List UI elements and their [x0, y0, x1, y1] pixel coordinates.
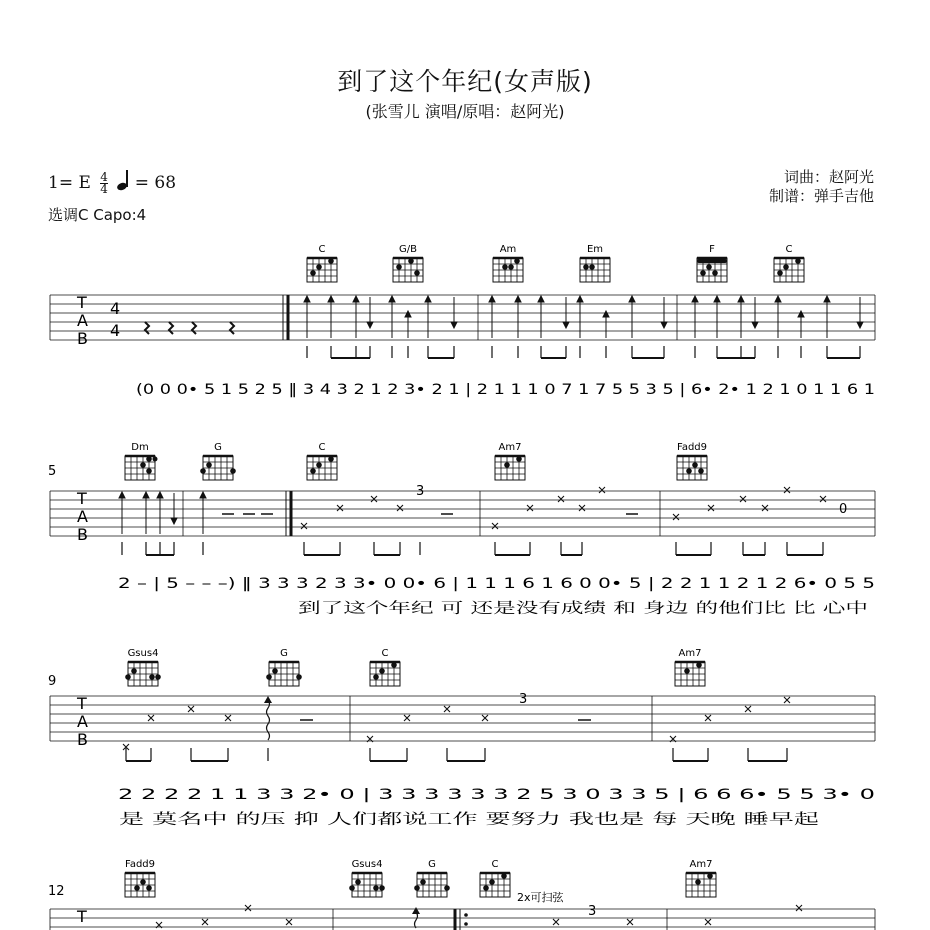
arranger-credit: 制谱：弹手吉他 — [768, 187, 874, 205]
tab-staff — [50, 696, 875, 741]
chord-name: G/B — [399, 244, 417, 255]
tab-letter-a: A — [77, 311, 88, 330]
chord-name: C — [318, 442, 326, 453]
time-signature-top: 4 — [110, 299, 121, 318]
repeat-dot — [464, 913, 468, 917]
pick-marks — [301, 487, 826, 529]
chord-name: G — [280, 648, 288, 659]
arpeggio-arrow — [264, 696, 272, 740]
chord-diagram — [580, 244, 610, 282]
page-subtitle: (张雪儿 演唱/原唱：赵阿光) — [365, 102, 565, 121]
repeat-dot — [464, 922, 468, 926]
rhythm-beams — [126, 748, 787, 761]
chord-name: Fadd9 — [676, 442, 708, 453]
key-prefix: 1= E — [48, 173, 91, 193]
chord-name: Am7 — [498, 442, 522, 453]
chord-name: G — [428, 859, 436, 870]
chord-diagram — [677, 442, 707, 480]
measure-number: 9 — [48, 674, 57, 689]
tab-letter-t: T — [77, 907, 87, 926]
chord-name: C — [318, 244, 326, 255]
chord-name: Gsus4 — [351, 859, 383, 870]
page-title: 到了这个年纪(女声版) — [337, 67, 593, 96]
pick-marks — [156, 905, 802, 928]
tab-fret-number: 3 — [416, 484, 425, 499]
chord-name: C — [491, 859, 499, 870]
tab-fret-number: 3 — [588, 904, 597, 919]
chord-diagram — [125, 442, 158, 480]
time-unit: 4 — [100, 182, 108, 196]
chord-diagram — [200, 442, 236, 480]
system-3 — [48, 648, 875, 828]
rest-icon — [145, 322, 234, 334]
chord-diagram — [307, 244, 337, 282]
chord-name: Dm — [131, 442, 149, 453]
tab-letter-b: B — [77, 329, 88, 348]
tab-letter-t: T — [77, 489, 87, 508]
tab-fret-number: 0 — [839, 502, 848, 517]
lyrics-line: 到了这个年纪 可 还是没有成绩 和 身边 的他们比 比 心中 — [298, 601, 664, 617]
chord-diagram — [125, 859, 155, 897]
arpeggio-arrow — [412, 907, 420, 928]
chord-diagram — [697, 244, 727, 282]
chord-name: F — [709, 244, 715, 255]
jianpu-line: 2 2 2 2 1 1 3 3 2• 0 | 3 3 3 3 3 3 2 5 3 0 3 3 5 | 6 6 6• 5 5 3• 0 — [118, 787, 875, 803]
chord-name: Gsus4 — [127, 648, 159, 659]
chord-name: Am7 — [678, 648, 702, 659]
chord-name: Am — [499, 244, 517, 255]
chord-diagram — [774, 244, 804, 282]
chord-diagram — [493, 244, 523, 282]
system-1 — [50, 244, 875, 398]
system-2 — [48, 442, 875, 617]
time-beats: 4 — [100, 170, 108, 184]
rhythm-beams — [307, 346, 860, 358]
capo-info: 选调C Capo:4 — [48, 206, 147, 224]
chord-name: C — [785, 244, 793, 255]
tempo-bpm: = 68 — [134, 173, 177, 193]
chord-diagram — [414, 859, 450, 897]
chord-diagram — [266, 648, 302, 686]
tab-letter-a: A — [77, 507, 88, 526]
composer-credit: 词曲：赵阿光 — [783, 168, 874, 186]
chord-diagram — [370, 648, 400, 686]
rhythm-beams — [122, 542, 823, 555]
chord-diagram — [393, 244, 423, 282]
chord-diagram — [495, 442, 525, 480]
tab-letter-b: B — [77, 525, 88, 544]
tab-fret-number: 3 — [519, 692, 528, 707]
measure-number: 12 — [48, 884, 65, 899]
tab-letter-a: A — [77, 712, 88, 731]
chord-diagram — [480, 859, 510, 897]
chord-name: Fadd9 — [124, 859, 156, 870]
chord-diagram — [686, 859, 716, 897]
jianpu-line: (0 0 0• 5 1 5 2 5 ‖ 3 4 3 2 1 2 3• 2 1 | 2 1 1 1 0 7 1 7 5 5 3 5 | 6• 2• 1 2 1 0 1 1 6 1 — [136, 382, 875, 398]
strum-arrows — [304, 296, 863, 338]
tab-letter-t: T — [77, 694, 87, 713]
chord-diagram — [349, 859, 385, 897]
tab-staff — [50, 909, 875, 930]
strum-note: 2x可扫弦 — [517, 891, 564, 904]
lyrics-line: 是 莫名中 的压 抑 人们都说工作 要努力 我也是 每 天晚 睡早起 — [119, 812, 523, 828]
tab-letter-b: B — [77, 730, 88, 749]
jianpu-line: 2 – | 5 – – –) ‖ 3 3 3 2 3 3• 0 0• 6 | 1 1 1 6 1 6 0 0• 5 | 2 2 1 1 2 1 2 6• 0 5 5 — [118, 576, 875, 592]
measure-number: 5 — [48, 464, 57, 479]
system-4 — [48, 859, 875, 930]
strum-arrows — [119, 492, 206, 534]
chord-diagram — [307, 442, 337, 480]
chord-name: Em — [586, 244, 604, 255]
chord-name: C — [381, 648, 389, 659]
chord-name: Am7 — [689, 859, 713, 870]
chord-diagram — [125, 648, 161, 686]
tab-staff — [50, 295, 875, 340]
chord-name: G — [214, 442, 222, 453]
tab-letter-t: T — [77, 293, 87, 312]
time-signature-bottom: 4 — [110, 321, 121, 340]
chord-diagram — [675, 648, 705, 686]
